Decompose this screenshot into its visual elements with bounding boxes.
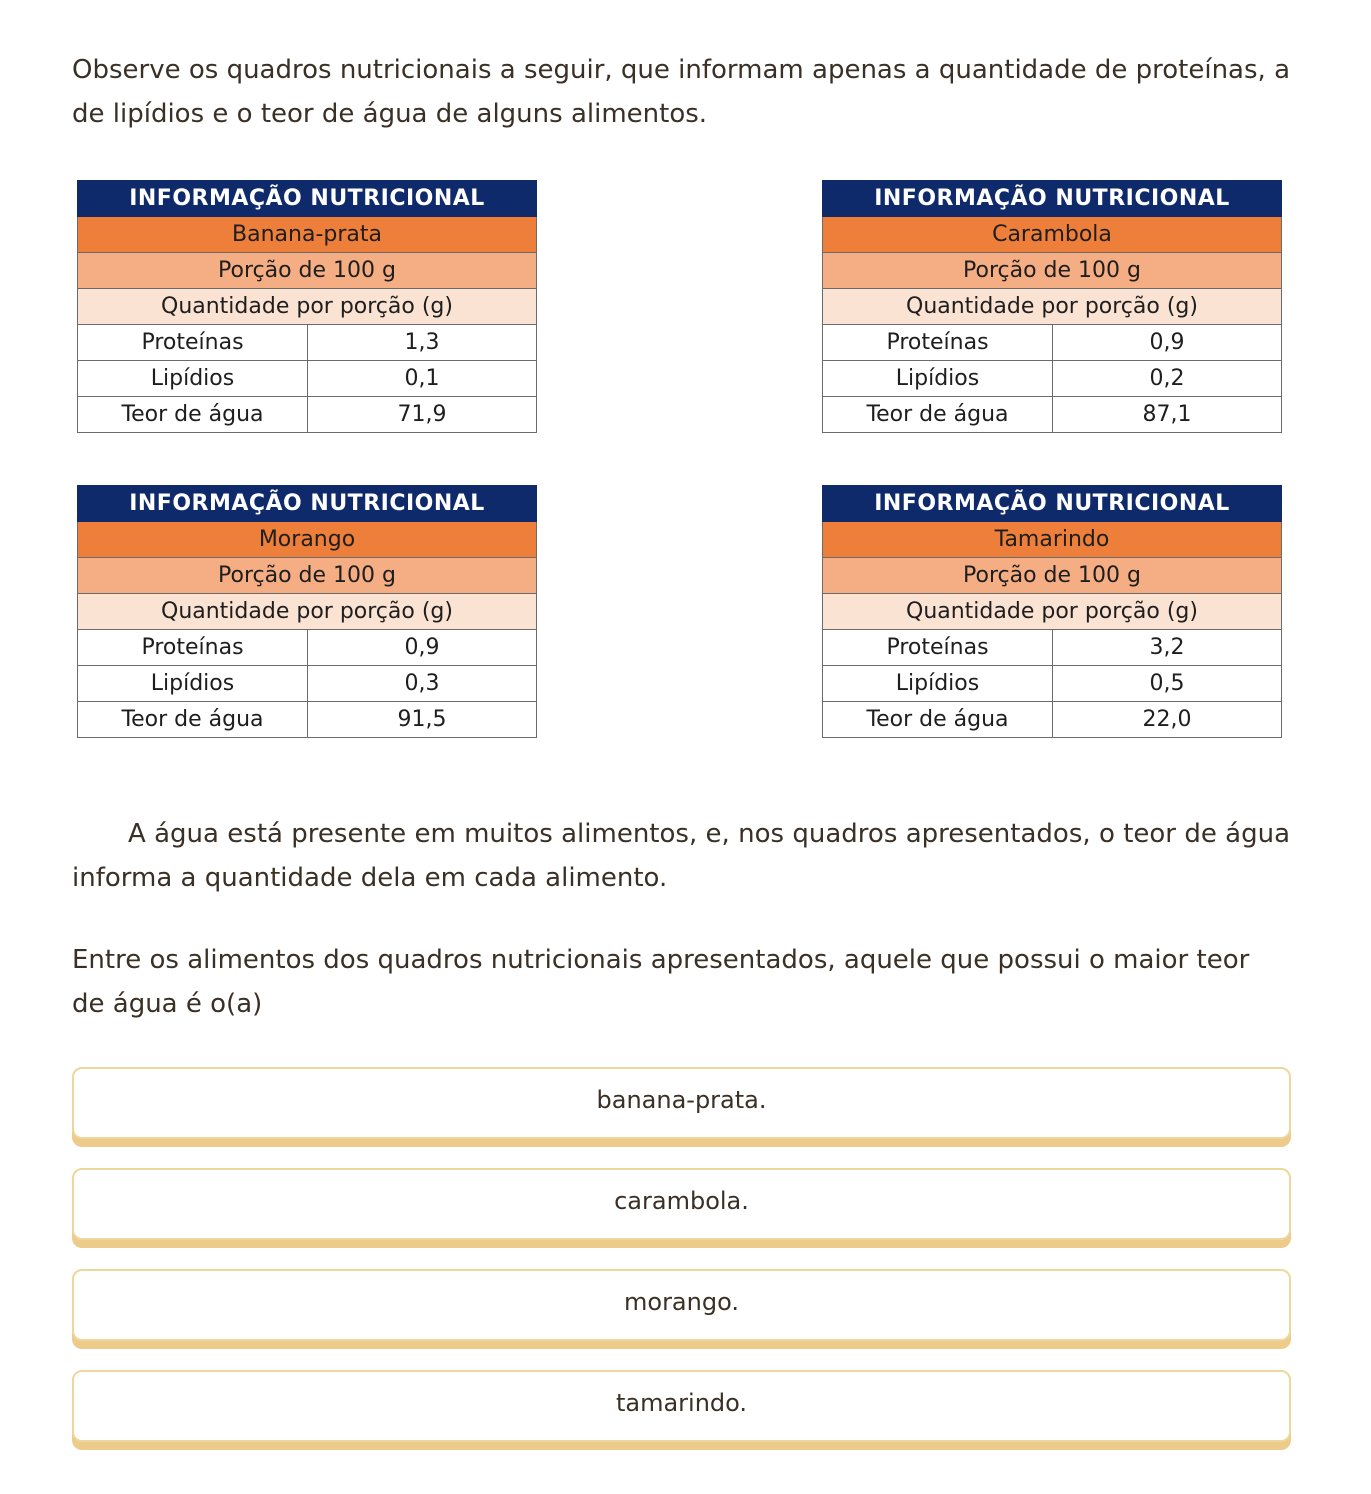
row-label: Proteínas <box>823 325 1053 361</box>
row-value: 87,1 <box>1053 397 1282 433</box>
nutrition-table-tamarindo <box>822 485 1282 738</box>
row-label: Teor de água <box>78 397 308 433</box>
table-portion: Porção de 100 g <box>78 253 537 289</box>
row-label: Proteínas <box>823 630 1053 666</box>
nutrition-table-morango <box>77 485 537 738</box>
table-quantity-header: Quantidade por porção (g) <box>78 289 537 325</box>
option-label: tamarindo. <box>615 1389 748 1417</box>
water-info-text: A água está presente em muitos alimentos, e, nos quadros apresentados, o teor de água informa a quantidade dela em cada alimento. <box>72 819 1290 893</box>
table-row <box>78 325 537 361</box>
row-value: 1,3 <box>308 325 537 361</box>
answer-option-carambola[interactable] <box>72 1168 1291 1240</box>
table-row <box>78 702 537 738</box>
option-label: carambola. <box>614 1187 749 1215</box>
row-label: Lipídios <box>823 361 1053 397</box>
table-quantity-header: Quantidade por porção (g) <box>78 594 537 630</box>
question-text: Entre os alimentos dos quadros nutricionais apresentados, aquele que possui o maior teor de água é o(a) <box>72 945 1250 1019</box>
table-row <box>823 666 1282 702</box>
answer-option-morango[interactable] <box>72 1269 1291 1341</box>
row-label: Proteínas <box>78 325 308 361</box>
table-row <box>78 630 537 666</box>
answer-option-banana-prata[interactable] <box>72 1067 1291 1139</box>
row-value: 0,9 <box>1053 325 1282 361</box>
nutrition-table-carambola <box>822 180 1282 433</box>
table-food-name: Banana-prata <box>78 217 537 253</box>
table-quantity-header: Quantidade por porção (g) <box>823 289 1282 325</box>
table-row <box>823 702 1282 738</box>
table-row <box>823 361 1282 397</box>
answer-option-tamarindo[interactable] <box>72 1370 1291 1442</box>
table-header: INFORMAÇÃO NUTRICIONAL <box>78 181 537 217</box>
table-row <box>823 630 1282 666</box>
row-value: 22,0 <box>1053 702 1282 738</box>
table-header: INFORMAÇÃO NUTRICIONAL <box>823 181 1282 217</box>
row-value: 0,2 <box>1053 361 1282 397</box>
table-portion: Porção de 100 g <box>823 253 1282 289</box>
table-row <box>78 397 537 433</box>
row-label: Lipídios <box>823 666 1053 702</box>
row-value: 0,9 <box>308 630 537 666</box>
table-food-name: Carambola <box>823 217 1282 253</box>
table-food-name: Tamarindo <box>823 522 1282 558</box>
table-portion: Porção de 100 g <box>823 558 1282 594</box>
row-value: 3,2 <box>1053 630 1282 666</box>
table-header: INFORMAÇÃO NUTRICIONAL <box>78 486 537 522</box>
row-label: Teor de água <box>823 702 1053 738</box>
row-value: 91,5 <box>308 702 537 738</box>
table-row <box>78 361 537 397</box>
option-label: morango. <box>624 1288 739 1316</box>
row-value: 0,1 <box>308 361 537 397</box>
table-row <box>823 325 1282 361</box>
table-header: INFORMAÇÃO NUTRICIONAL <box>823 486 1282 522</box>
table-portion: Porção de 100 g <box>78 558 537 594</box>
table-row <box>823 397 1282 433</box>
nutrition-table-banana <box>77 180 537 433</box>
table-row <box>78 666 537 702</box>
row-value: 71,9 <box>308 397 537 433</box>
table-food-name: Morango <box>78 522 537 558</box>
row-label: Teor de água <box>823 397 1053 433</box>
row-label: Teor de água <box>78 702 308 738</box>
row-value: 0,5 <box>1053 666 1282 702</box>
table-quantity-header: Quantidade por porção (g) <box>823 594 1282 630</box>
row-label: Proteínas <box>78 630 308 666</box>
row-label: Lipídios <box>78 361 308 397</box>
row-label: Lipídios <box>78 666 308 702</box>
option-label: banana-prata. <box>596 1086 767 1114</box>
row-value: 0,3 <box>308 666 537 702</box>
intro-text: Observe os quadros nutricionais a seguir, que informam apenas a quantidade de proteínas, a de lipídios e o teor de água de alguns alimentos. <box>72 55 1291 129</box>
